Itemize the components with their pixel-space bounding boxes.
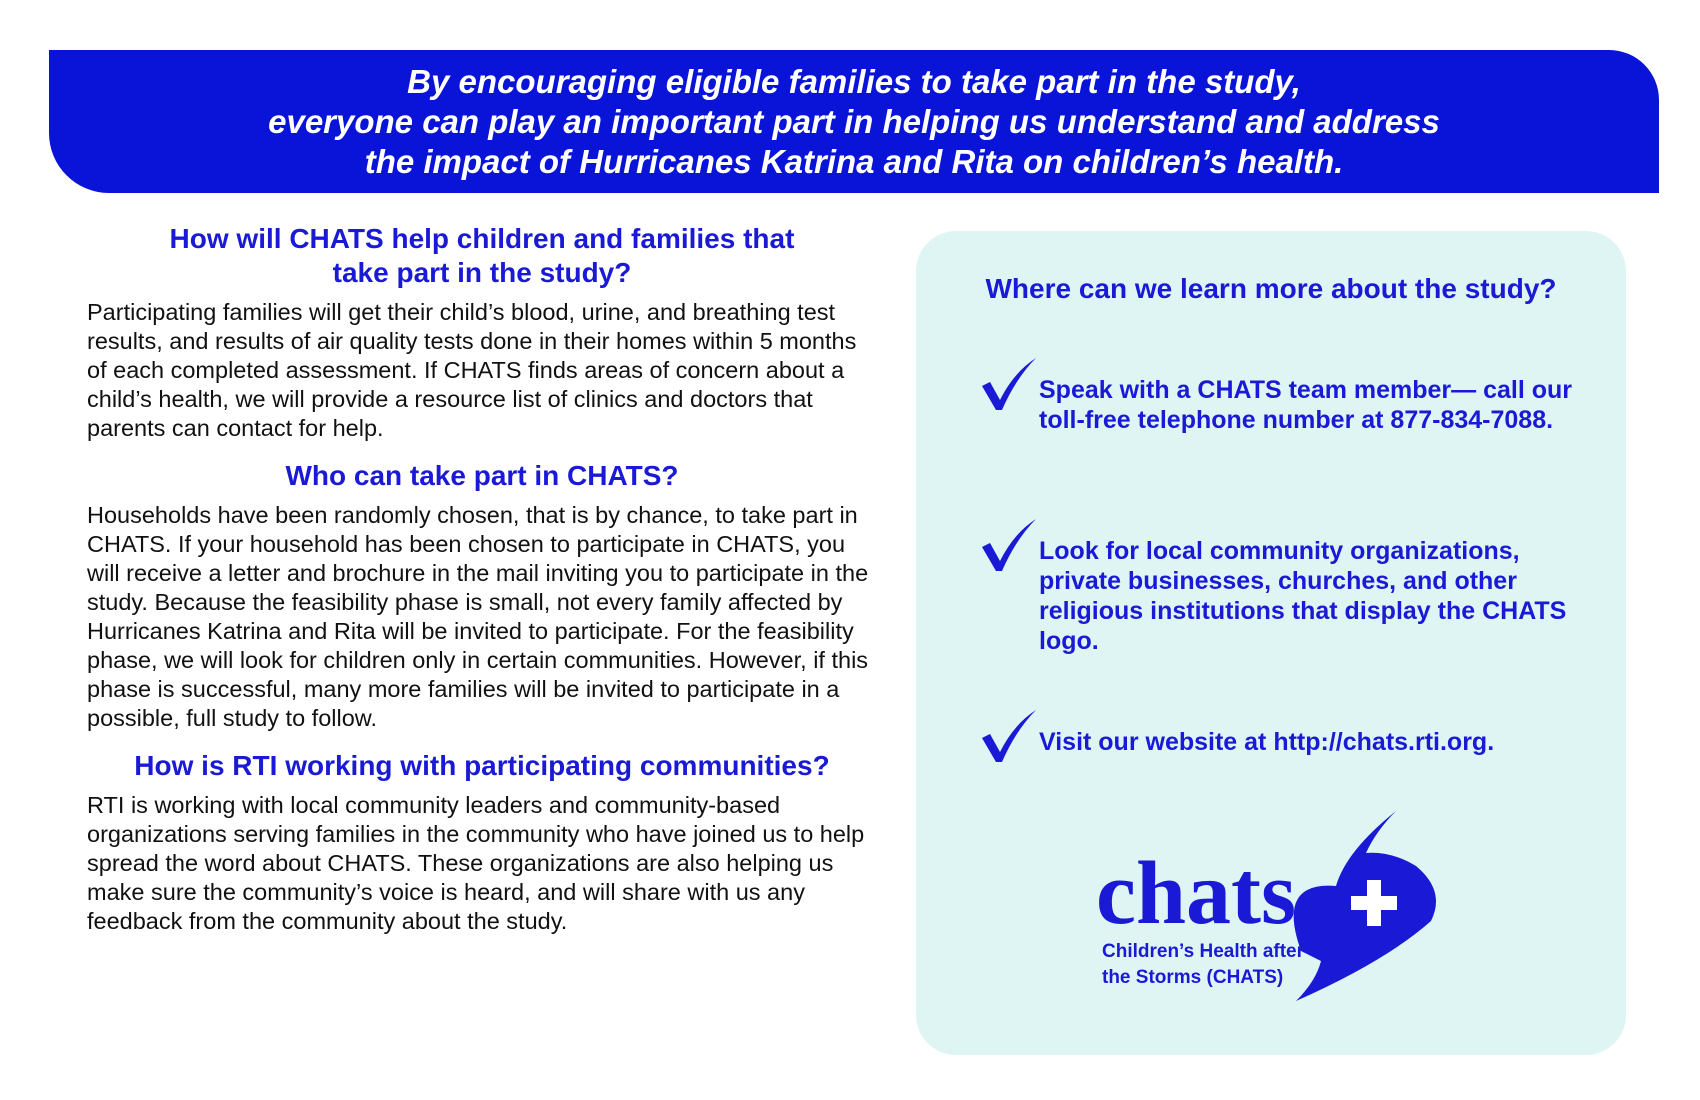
logo-tagline: Children’s Health after [1102,941,1305,962]
section-heading-rti: How is RTI working with participating communities? [134,750,830,781]
section-body-rti: RTI is working with local community leaders and community-based organizations serving families in the community who have joined us to help spread the word about CHATS. These organizations are also helping us make sure the community’s voice is heard, and will share with us any feedback from the community about the study. [87,792,865,934]
learn-more-item-community: Look for local community organizations, private businesses, churches, and other religious institutions that display the CHATS logo. [1039,537,1567,655]
logo-tagline: the Storms (CHATS) [1102,967,1284,988]
left-column [87,222,877,952]
checkmark-icon [980,356,1038,412]
banner-line: everyone can play an important part in helping us understand and address [268,102,1440,140]
learn-more-item-phone: Speak with a CHATS team member— call our toll-free telephone number at 877-834-7088. [1039,376,1573,434]
heading-line: How will CHATS help children and families that [169,223,795,254]
banner-line: the impact of Hurricanes Katrina and Rita on children’s health. [364,142,1344,180]
section-body-who: Households have been randomly chosen, that is by chance, to take part in CHATS. If your household has been chosen to participate in CHATS, you will receive a letter and brochure in the mail inviting you to participate in the study. Because the feasibility phase is small, not every family affected by Hurricanes Katrina and Rita will be invited to participate. For the feasibility phase, we will look for children only in certain communities. However, if this phase is successful, many more families will be invited to participate in a possible, full study to follow. [87,502,869,731]
checkmark-icon [980,708,1038,764]
learn-more-panel [916,231,1626,1055]
heading-line: take part in the study? [332,257,632,288]
learn-more-heading: Where can we learn more about the study? [985,273,1557,304]
logo-word: chats [1096,844,1296,943]
banner [49,50,1659,193]
section-body-help: Participating families will get their child’s blood, urine, and breathing test results, and results of air quality tests done in their homes within 5 months of each completed assessment. If CHATS finds areas of concern about a child’s health, we will provide a resource list of clinics and doctors that parents can contact for help. [87,299,857,441]
checkmark-icon [980,517,1038,573]
chats-logo [1096,811,1476,1001]
section-heading-who: Who can take part in CHATS? [285,460,679,491]
section-heading-help [87,222,877,290]
banner-line: By encouraging eligible families to take part in the study, [407,62,1301,100]
learn-more-item-website: Visit our website at http://chats.rti.org. [1039,728,1495,756]
